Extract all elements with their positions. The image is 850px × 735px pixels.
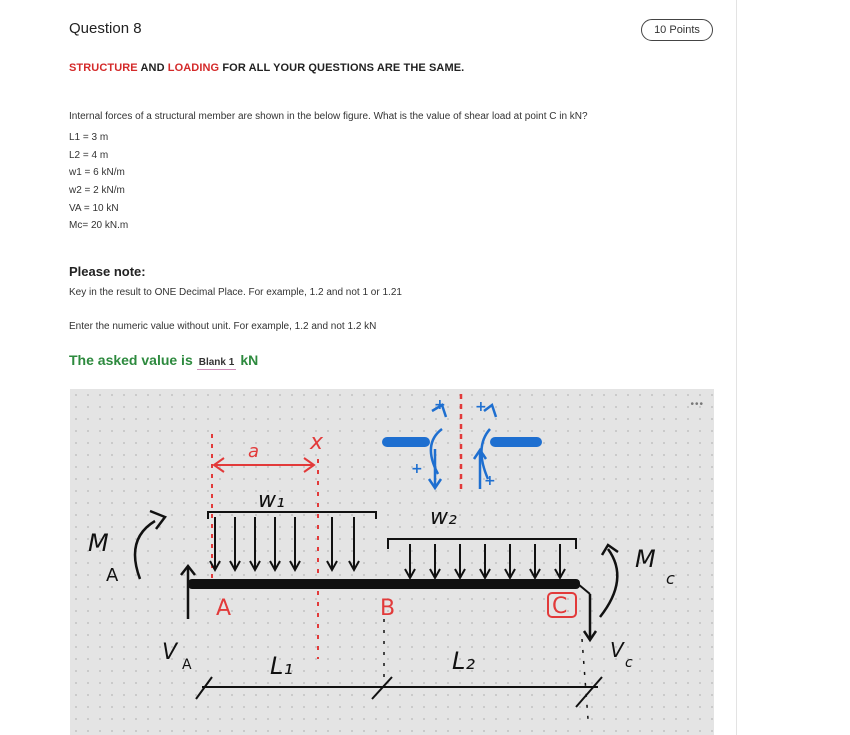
moment-c-curve [600,549,617,617]
w2-load-top [388,539,576,549]
parameter-list [69,129,128,235]
label-mc: M [635,545,656,573]
point-c: C [552,594,568,619]
param-l1: L1 = 3 m [69,132,109,143]
param-va: VA = 10 kN [69,202,119,214]
label-ma: M [88,529,109,557]
point-a: A [216,596,232,621]
points-badge: 10 Points [641,19,713,41]
beam [188,579,580,589]
sign-plus-1: + [411,461,423,477]
label-l1: L₁ [270,652,293,680]
label-va-sub: A [182,657,192,673]
label-w1: w₁ [258,488,285,513]
asked-value-line [69,352,258,370]
param-l2: L2 = 4 m [69,149,109,161]
beam-diagram [70,389,714,735]
moment-a-arrowhead [150,511,165,529]
sign-plus-2: + [434,397,446,413]
asked-prefix: The asked value is [69,352,193,368]
question-title: Question 8 [69,20,142,37]
label-a: a [248,441,260,462]
question-prompt: Internal forces of a structural member are shown in the below figure. What is the value of shear load at point C in kN? [69,111,588,122]
loading-word: LOADING [167,62,220,74]
figure-menu-icon[interactable]: ••• [690,399,704,410]
label-vc-sub: c [625,655,633,671]
structure-and: AND [137,62,168,74]
w1-load-top [208,512,376,519]
blank-1-input[interactable]: Blank 1 [198,357,235,368]
label-va: V [162,640,178,665]
param-mc: Mc= 20 kN.m [69,220,129,232]
param-w2: w2 = 2 kN/m [69,185,125,197]
structure-note [69,62,464,74]
w1-load-arrows [210,517,359,570]
label-x: x [310,430,324,455]
label-w2: w₂ [430,505,457,530]
dim-tick-right [576,677,602,707]
right-segment-bar [490,437,542,447]
label-vc: V [610,638,624,662]
structure-word: STRUCTURE [69,62,138,74]
note-decimal: Key in the result to ONE Decimal Place. For example, 1.2 and not 1 or 1.21 [69,287,402,298]
beam-end [578,584,590,594]
sign-plus-4: + [484,473,496,489]
asked-unit: kN [240,352,259,368]
guide-c [582,639,588,719]
please-note-heading: Please note: [69,264,146,279]
label-mc-sub: c [666,569,675,588]
structure-rest: FOR ALL YOUR QUESTIONS ARE THE SAME. [219,62,465,74]
w2-load-arrows [405,544,565,578]
label-l2: L₂ [452,647,475,675]
structure-figure [70,389,714,735]
label-ma-sub: A [106,565,119,586]
sign-plus-3: + [475,399,487,415]
content-divider [736,0,737,735]
moment-a-curve [135,521,155,579]
point-b: B [380,596,396,621]
note-unit: Enter the numeric value without unit. For example, 1.2 and not 1.2 kN [69,321,377,332]
moment-left-curve [431,429,442,474]
left-segment-bar [382,437,430,447]
param-w1: w1 = 6 kN/m [69,167,125,179]
